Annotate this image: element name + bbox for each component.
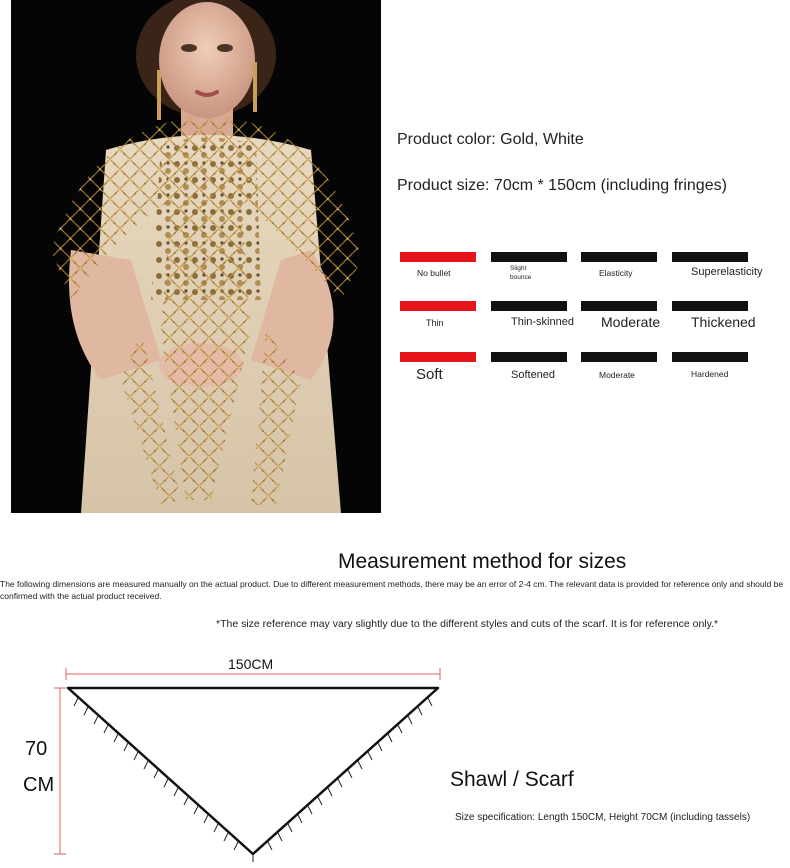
product-color: Product color: Gold, White: [397, 131, 584, 148]
measurement-description: The following dimensions are measured manually on the actual product. Due to different measurement methods, there may be an error of 2-4 cm. The relevant data is provided for reference only and should be confirmed with the actual product received.: [0, 579, 784, 601]
attr-bar-elasticity: [581, 252, 657, 262]
height-value: 70: [25, 738, 48, 760]
attr-bar-hardened: [672, 352, 748, 362]
attr-bar-thin: [400, 301, 476, 311]
attr-bar-slight-bounce: [491, 252, 567, 262]
attr-bar-thin-skinned: [491, 301, 567, 311]
product-size: Product size: 70cm * 150cm (including fringes): [397, 177, 727, 194]
attr-option-hardened: Hardened: [691, 369, 729, 379]
attr-bar-superelasticity: [672, 252, 748, 262]
attr-option-superelasticity: Superelasticity: [691, 266, 763, 278]
attr-option-elasticity: Elasticity: [599, 268, 633, 278]
attr-option-no-bullet: No bullet: [417, 268, 451, 278]
measurement-title: Measurement method for sizes: [338, 550, 627, 573]
triangle-shawl-shape: [68, 688, 438, 854]
attr-option-moderate-softness: Moderate: [599, 370, 635, 380]
attr-bar-softened: [491, 352, 567, 362]
attr-option-moderate-thickness: Moderate: [601, 314, 661, 330]
attr-option-thickened: Thickened: [691, 314, 756, 330]
attr-option-softened: Softened: [511, 369, 556, 381]
attr-bar-no-bullet: [400, 252, 476, 262]
width-label: 150CM: [228, 656, 274, 672]
shawl-measurement-diagram: [0, 640, 460, 868]
model-wearing-shawl-image: [11, 0, 381, 513]
attr-bar-moderate-softness: [581, 352, 657, 362]
attr-option-slight-bounce: Slight bounce: [510, 265, 532, 281]
attr-bar-soft: [400, 352, 476, 362]
size-reference-note: *The size reference may vary slightly due to the different styles and cuts of the scarf. It is for reference only.*: [216, 618, 719, 630]
attr-bar-moderate-thickness: [581, 301, 657, 311]
size-specification: Size specification: Length 150CM, Height 70CM (including tassels): [455, 812, 751, 823]
attr-option-thin-skinned: Thin-skinned: [511, 316, 574, 328]
attr-option-thin: Thin: [426, 318, 444, 328]
attr-option-soft: Soft: [416, 366, 443, 383]
product-photo: [11, 0, 381, 513]
attr-bar-thickened: [672, 301, 748, 311]
height-unit: CM: [23, 774, 55, 796]
shawl-scarf-label: Shawl / Scarf: [450, 768, 574, 791]
